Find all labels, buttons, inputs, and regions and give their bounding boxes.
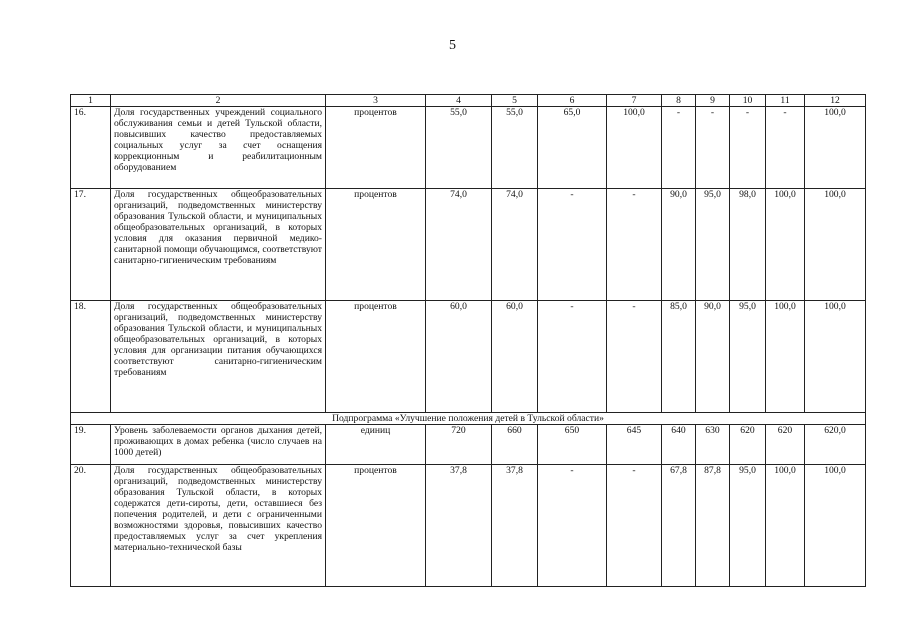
value-cell: -	[607, 465, 662, 587]
indicator-name: Доля государственных учреждений социального обслуживания семьи и детей Тульской области, повысивших качество предоставляемых социальных услуг за счет оснащения коррекционным и реабилитационным оборудованием	[111, 107, 326, 189]
value-cell: 74,0	[492, 189, 538, 301]
table-row	[71, 301, 866, 413]
value-cell: 90,0	[696, 301, 730, 413]
value-cell: 645	[607, 425, 662, 465]
subprogram-row	[71, 413, 866, 425]
value-cell: 98,0	[730, 189, 766, 301]
unit-cell: процентов	[326, 465, 426, 587]
value-cell: 660	[492, 425, 538, 465]
table-row	[71, 189, 866, 301]
value-cell: 95,0	[696, 189, 730, 301]
value-cell: 650	[538, 425, 607, 465]
column-header: 9	[696, 95, 730, 107]
column-header: 11	[766, 95, 805, 107]
value-cell: 87,8	[696, 465, 730, 587]
header-row	[71, 95, 866, 107]
value-cell: 620	[730, 425, 766, 465]
indicator-name: Уровень заболеваемости органов дыхания детей, проживающих в домах ребенка (число случаев на 1000 детей)	[111, 425, 326, 465]
column-header: 2	[111, 95, 326, 107]
value-cell: 640	[662, 425, 696, 465]
row-number: 16.	[71, 107, 111, 189]
indicators-table	[70, 94, 866, 587]
value-cell: 65,0	[538, 107, 607, 189]
value-cell: 100,0	[805, 107, 866, 189]
value-cell: -	[538, 189, 607, 301]
indicator-name: Доля государственных общеобразовательных организаций, подведомственных министерству образования Тульской области, и муниципальных общеобразовательных организаций, в которых условия для организации питания обучающихся соответствуют санитарно-гигиеническим требованиям	[111, 301, 326, 413]
row-number: 19.	[71, 425, 111, 465]
value-cell: 67,8	[662, 465, 696, 587]
unit-cell: процентов	[326, 189, 426, 301]
row-number: 18.	[71, 301, 111, 413]
value-cell: 37,8	[426, 465, 492, 587]
value-cell: 95,0	[730, 465, 766, 587]
value-cell: 100,0	[805, 189, 866, 301]
value-cell: 100,0	[607, 107, 662, 189]
value-cell: 60,0	[492, 301, 538, 413]
column-header: 12	[805, 95, 866, 107]
page-number: 5	[449, 38, 456, 53]
table-row	[71, 465, 866, 587]
column-header: 8	[662, 95, 696, 107]
indicator-name: Доля государственных общеобразовательных организаций, подведомственных министерству образования Тульской области, и муниципальных общеобразовательных организаций, в которых условия для оказания первичной медико-санитарной помощи обучающимся, соответствуют санитарно-гигиеническим требованиям	[111, 189, 326, 301]
value-cell: 95,0	[730, 301, 766, 413]
value-cell: 620,0	[805, 425, 866, 465]
column-header: 10	[730, 95, 766, 107]
value-cell: -	[538, 465, 607, 587]
column-header: 6	[538, 95, 607, 107]
value-cell: 720	[426, 425, 492, 465]
value-cell: 60,0	[426, 301, 492, 413]
value-cell: -	[696, 107, 730, 189]
value-cell: -	[766, 107, 805, 189]
indicator-name: Доля государственных общеобразовательных организаций, подведомственных министерству образования Тульской области, в которых содержатся дети-сироты, дети, оставшиеся без попечения родителей, и дети с ограниченными возможностями здоровья, повысивших качество предоставляемых услуг за счет укрепления материально-технической базы	[111, 465, 326, 587]
subprogram-title: Подпрограмма «Улучшение положения детей в Тульской области»	[71, 413, 866, 425]
value-cell: 100,0	[805, 301, 866, 413]
value-cell: -	[730, 107, 766, 189]
value-cell: 74,0	[426, 189, 492, 301]
value-cell: 100,0	[766, 189, 805, 301]
value-cell: 100,0	[766, 465, 805, 587]
table-row	[71, 107, 866, 189]
unit-cell: процентов	[326, 107, 426, 189]
value-cell: 620	[766, 425, 805, 465]
column-header: 5	[492, 95, 538, 107]
unit-cell: процентов	[326, 301, 426, 413]
unit-cell: единиц	[326, 425, 426, 465]
value-cell: -	[662, 107, 696, 189]
value-cell: 100,0	[805, 465, 866, 587]
table-row	[71, 425, 866, 465]
column-header: 1	[71, 95, 111, 107]
column-header: 7	[607, 95, 662, 107]
row-number: 17.	[71, 189, 111, 301]
column-header: 3	[326, 95, 426, 107]
value-cell: 37,8	[492, 465, 538, 587]
row-number: 20.	[71, 465, 111, 587]
value-cell: -	[607, 301, 662, 413]
value-cell: 85,0	[662, 301, 696, 413]
value-cell: -	[607, 189, 662, 301]
column-header: 4	[426, 95, 492, 107]
value-cell: -	[538, 301, 607, 413]
value-cell: 55,0	[426, 107, 492, 189]
value-cell: 630	[696, 425, 730, 465]
value-cell: 100,0	[766, 301, 805, 413]
value-cell: 55,0	[492, 107, 538, 189]
value-cell: 90,0	[662, 189, 696, 301]
